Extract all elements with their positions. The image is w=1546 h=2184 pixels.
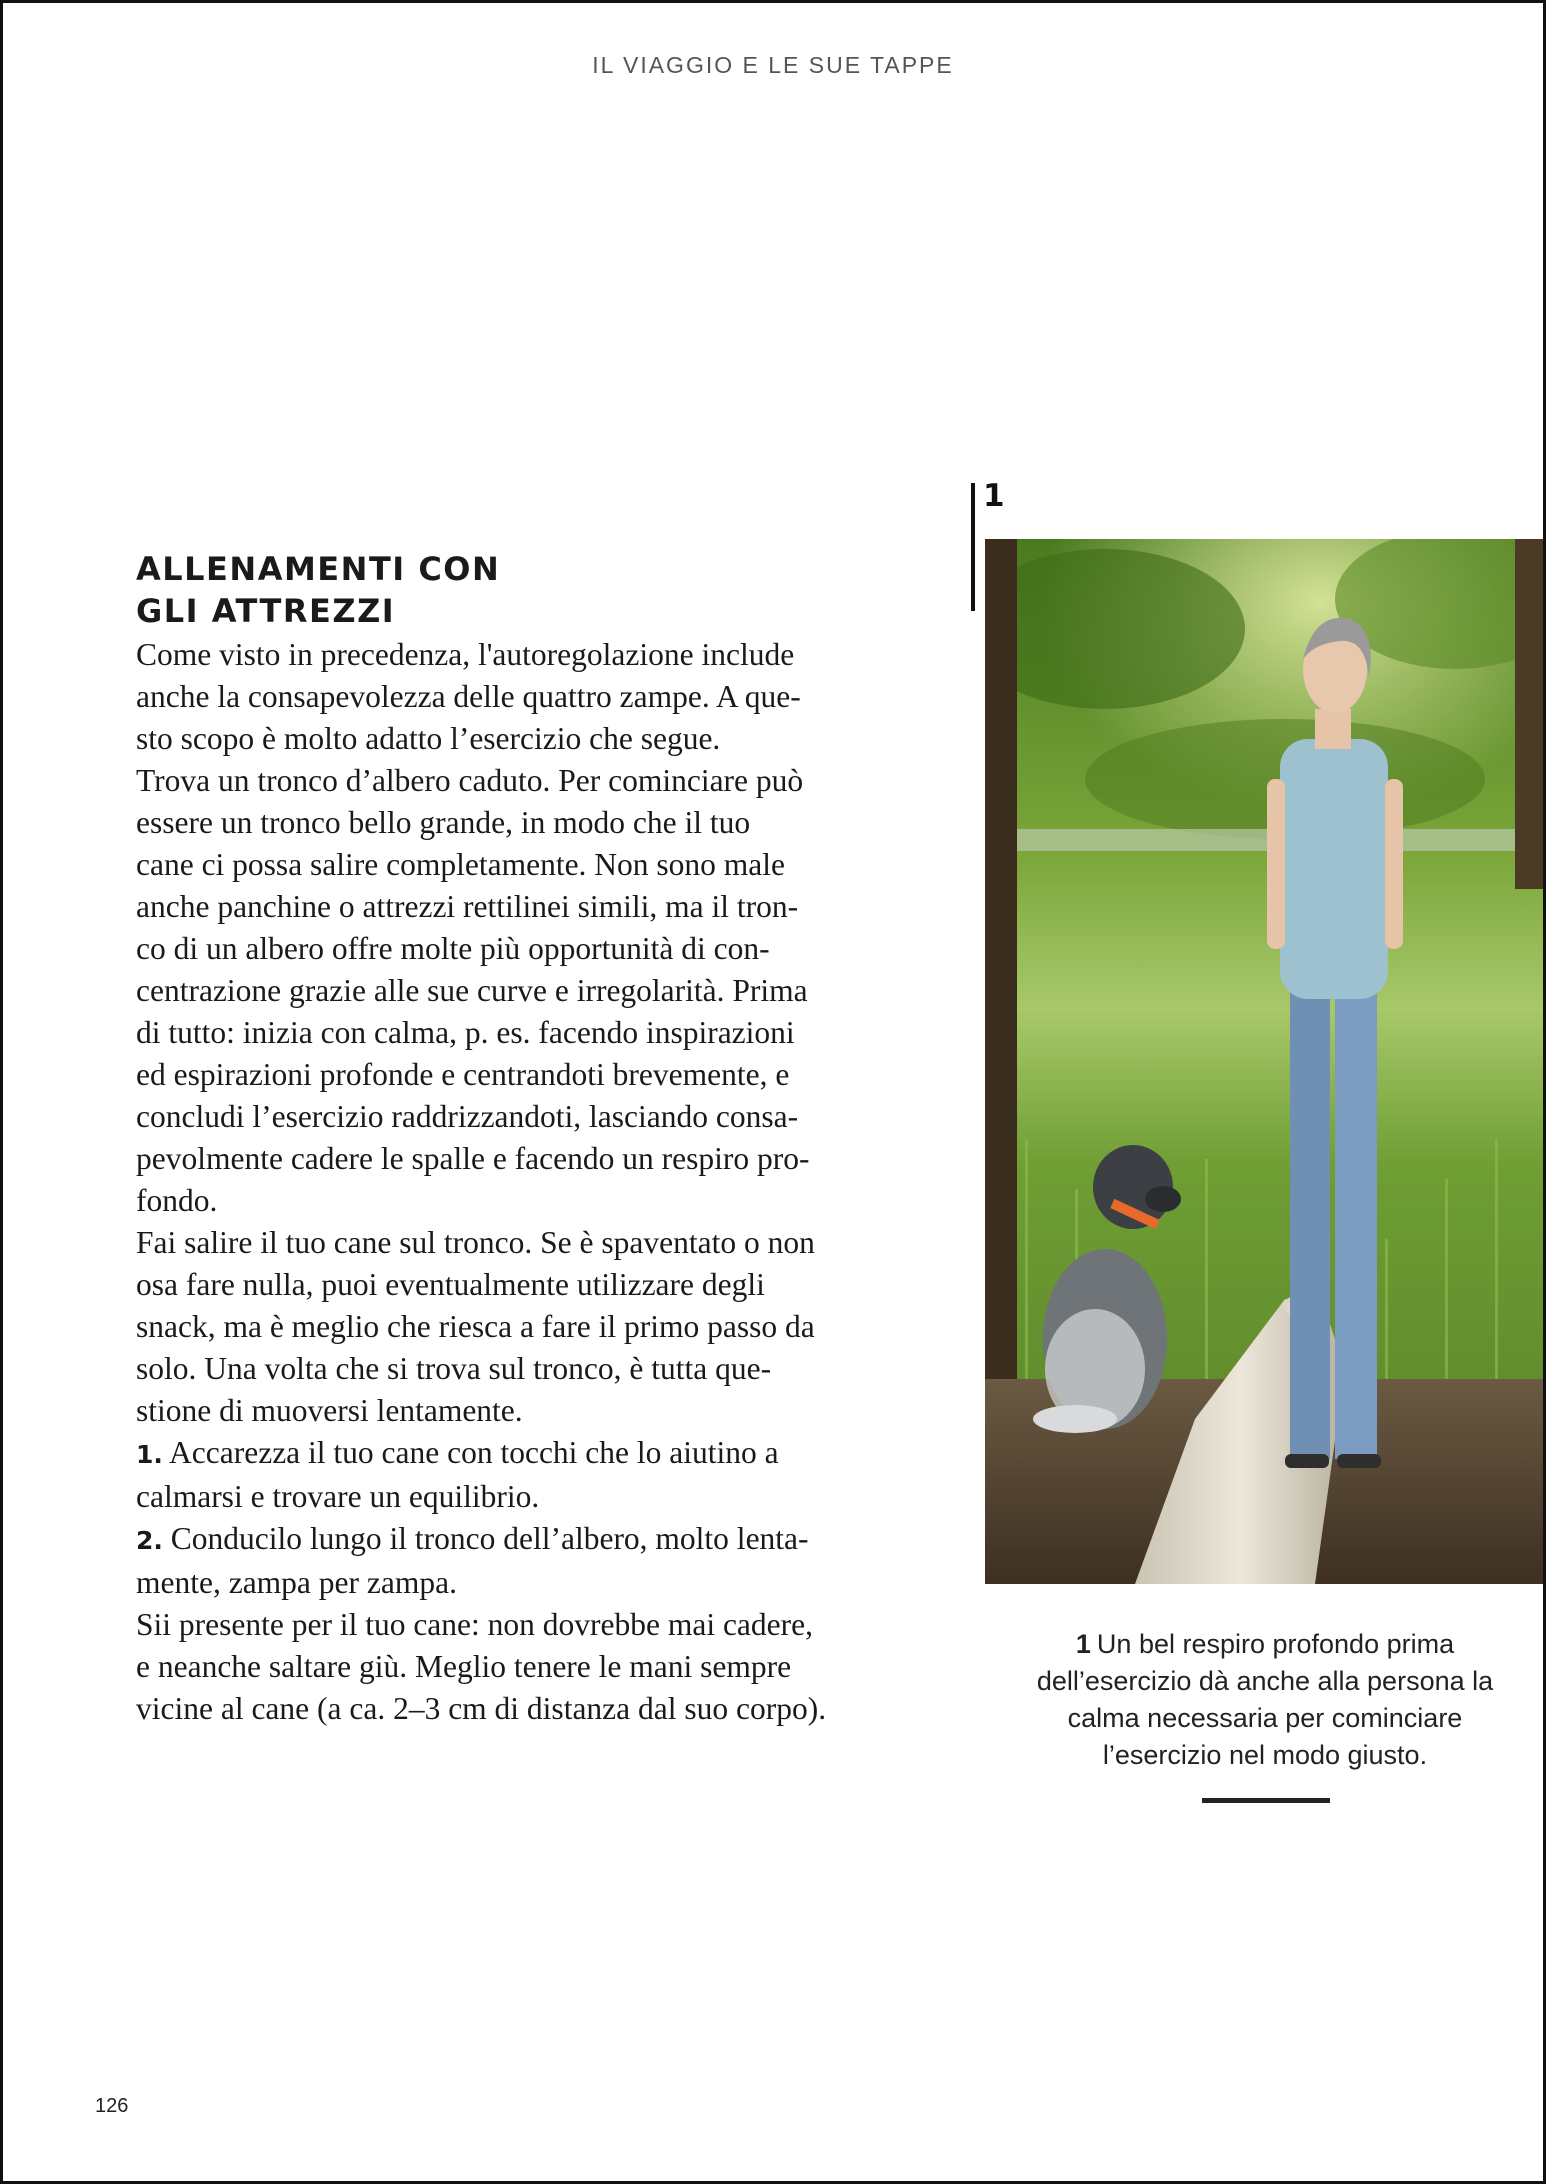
- step-1: [136, 1432, 856, 1476]
- step-1-continued: calmarsi e trovare un equilibrio.: [136, 1479, 540, 1514]
- article-body: [136, 634, 856, 1730]
- caption-line: calma necessaria per cominciare: [1067, 1703, 1463, 1733]
- body-line: stione di muoversi lentamente.: [136, 1393, 523, 1428]
- step-2: [136, 1518, 856, 1562]
- section-title: [136, 548, 736, 632]
- step-number: 2.: [136, 1526, 163, 1555]
- body-line: Trova un tronco d’albero caduto. Per cominciare può: [136, 763, 804, 798]
- body-line: fondo.: [136, 1183, 218, 1218]
- running-header: IL VIAGGIO E LE SUE TAPPE: [592, 52, 954, 78]
- body-line: ed espirazioni profonde e centrandoti brevemente, e: [136, 1057, 790, 1092]
- body-line: concludi l’esercizio raddrizzandoti, lasciando consa-: [136, 1099, 799, 1134]
- step-2-continued: mente, zampa per zampa.: [136, 1565, 457, 1600]
- body-line: co di un albero offre molte più opportunità di con-: [136, 931, 770, 966]
- body-line: pevolmente cadere le spalle e facendo un respiro pro-: [136, 1141, 810, 1176]
- caption-text: Un bel respiro profondo prima: [1096, 1629, 1455, 1659]
- caption-line: dell’esercizio dà anche alla persona la: [1036, 1666, 1494, 1696]
- body-line: solo. Una volta che si trova sul tronco, è tutta que-: [136, 1351, 772, 1386]
- body-line: snack, ma è meglio che riesca a fare il primo passo da: [136, 1309, 815, 1344]
- closing-line: e neanche saltare giù. Meglio tenere le mani sempre: [136, 1649, 792, 1684]
- closing-line: vicine al cane (a ca. 2–3 cm di distanza dal suo corpo).: [136, 1691, 827, 1726]
- figure-caption: [1000, 1626, 1530, 1774]
- photo-illustration: [985, 539, 1543, 1584]
- caption-line-1: [1000, 1626, 1530, 1663]
- caption-line: l’esercizio nel modo giusto.: [1102, 1740, 1428, 1770]
- body-line: cane ci possa salire completamente. Non sono male: [136, 847, 786, 882]
- body-line: Come visto in precedenza, l'autoregolazione include: [136, 637, 795, 672]
- step-text: Accarezza il tuo cane con tocchi che lo aiutino a: [169, 1435, 779, 1470]
- step-number: 1.: [136, 1440, 163, 1469]
- figure-marker-rule: [971, 483, 975, 611]
- caption-rule: [1202, 1798, 1330, 1803]
- body-line: sto scopo è molto adatto l’esercizio che segue.: [136, 721, 721, 756]
- body-line: anche panchine o attrezzi rettilinei simili, ma il tron-: [136, 889, 799, 924]
- body-line: centrazione grazie alle sue curve e irregolarità. Prima: [136, 973, 808, 1008]
- section-title-line-1: ALLENAMENTI CON: [136, 550, 501, 588]
- body-line: di tutto: inizia con calma, p. es. facendo inspirazioni: [136, 1015, 795, 1050]
- step-text: Conducilo lungo il tronco dell’albero, molto lenta-: [170, 1521, 809, 1556]
- caption-number: 1: [1075, 1629, 1091, 1659]
- body-line: Fai salire il tuo cane sul tronco. Se è spaventato o non: [136, 1225, 815, 1260]
- body-line: essere un tronco bello grande, in modo che il tuo: [136, 805, 751, 840]
- page-number: 126: [95, 2095, 129, 2117]
- body-line: osa fare nulla, puoi eventualmente utilizzare degli: [136, 1267, 765, 1302]
- section-title-line-2: GLI ATTREZZI: [136, 592, 396, 630]
- body-line: anche la consapevolezza delle quattro zampe. A que-: [136, 679, 801, 714]
- figure-number: 1: [983, 478, 1005, 514]
- figure-photo: [985, 539, 1543, 1584]
- closing-line: Sii presente per il tuo cane: non dovrebbe mai cadere,: [136, 1607, 813, 1642]
